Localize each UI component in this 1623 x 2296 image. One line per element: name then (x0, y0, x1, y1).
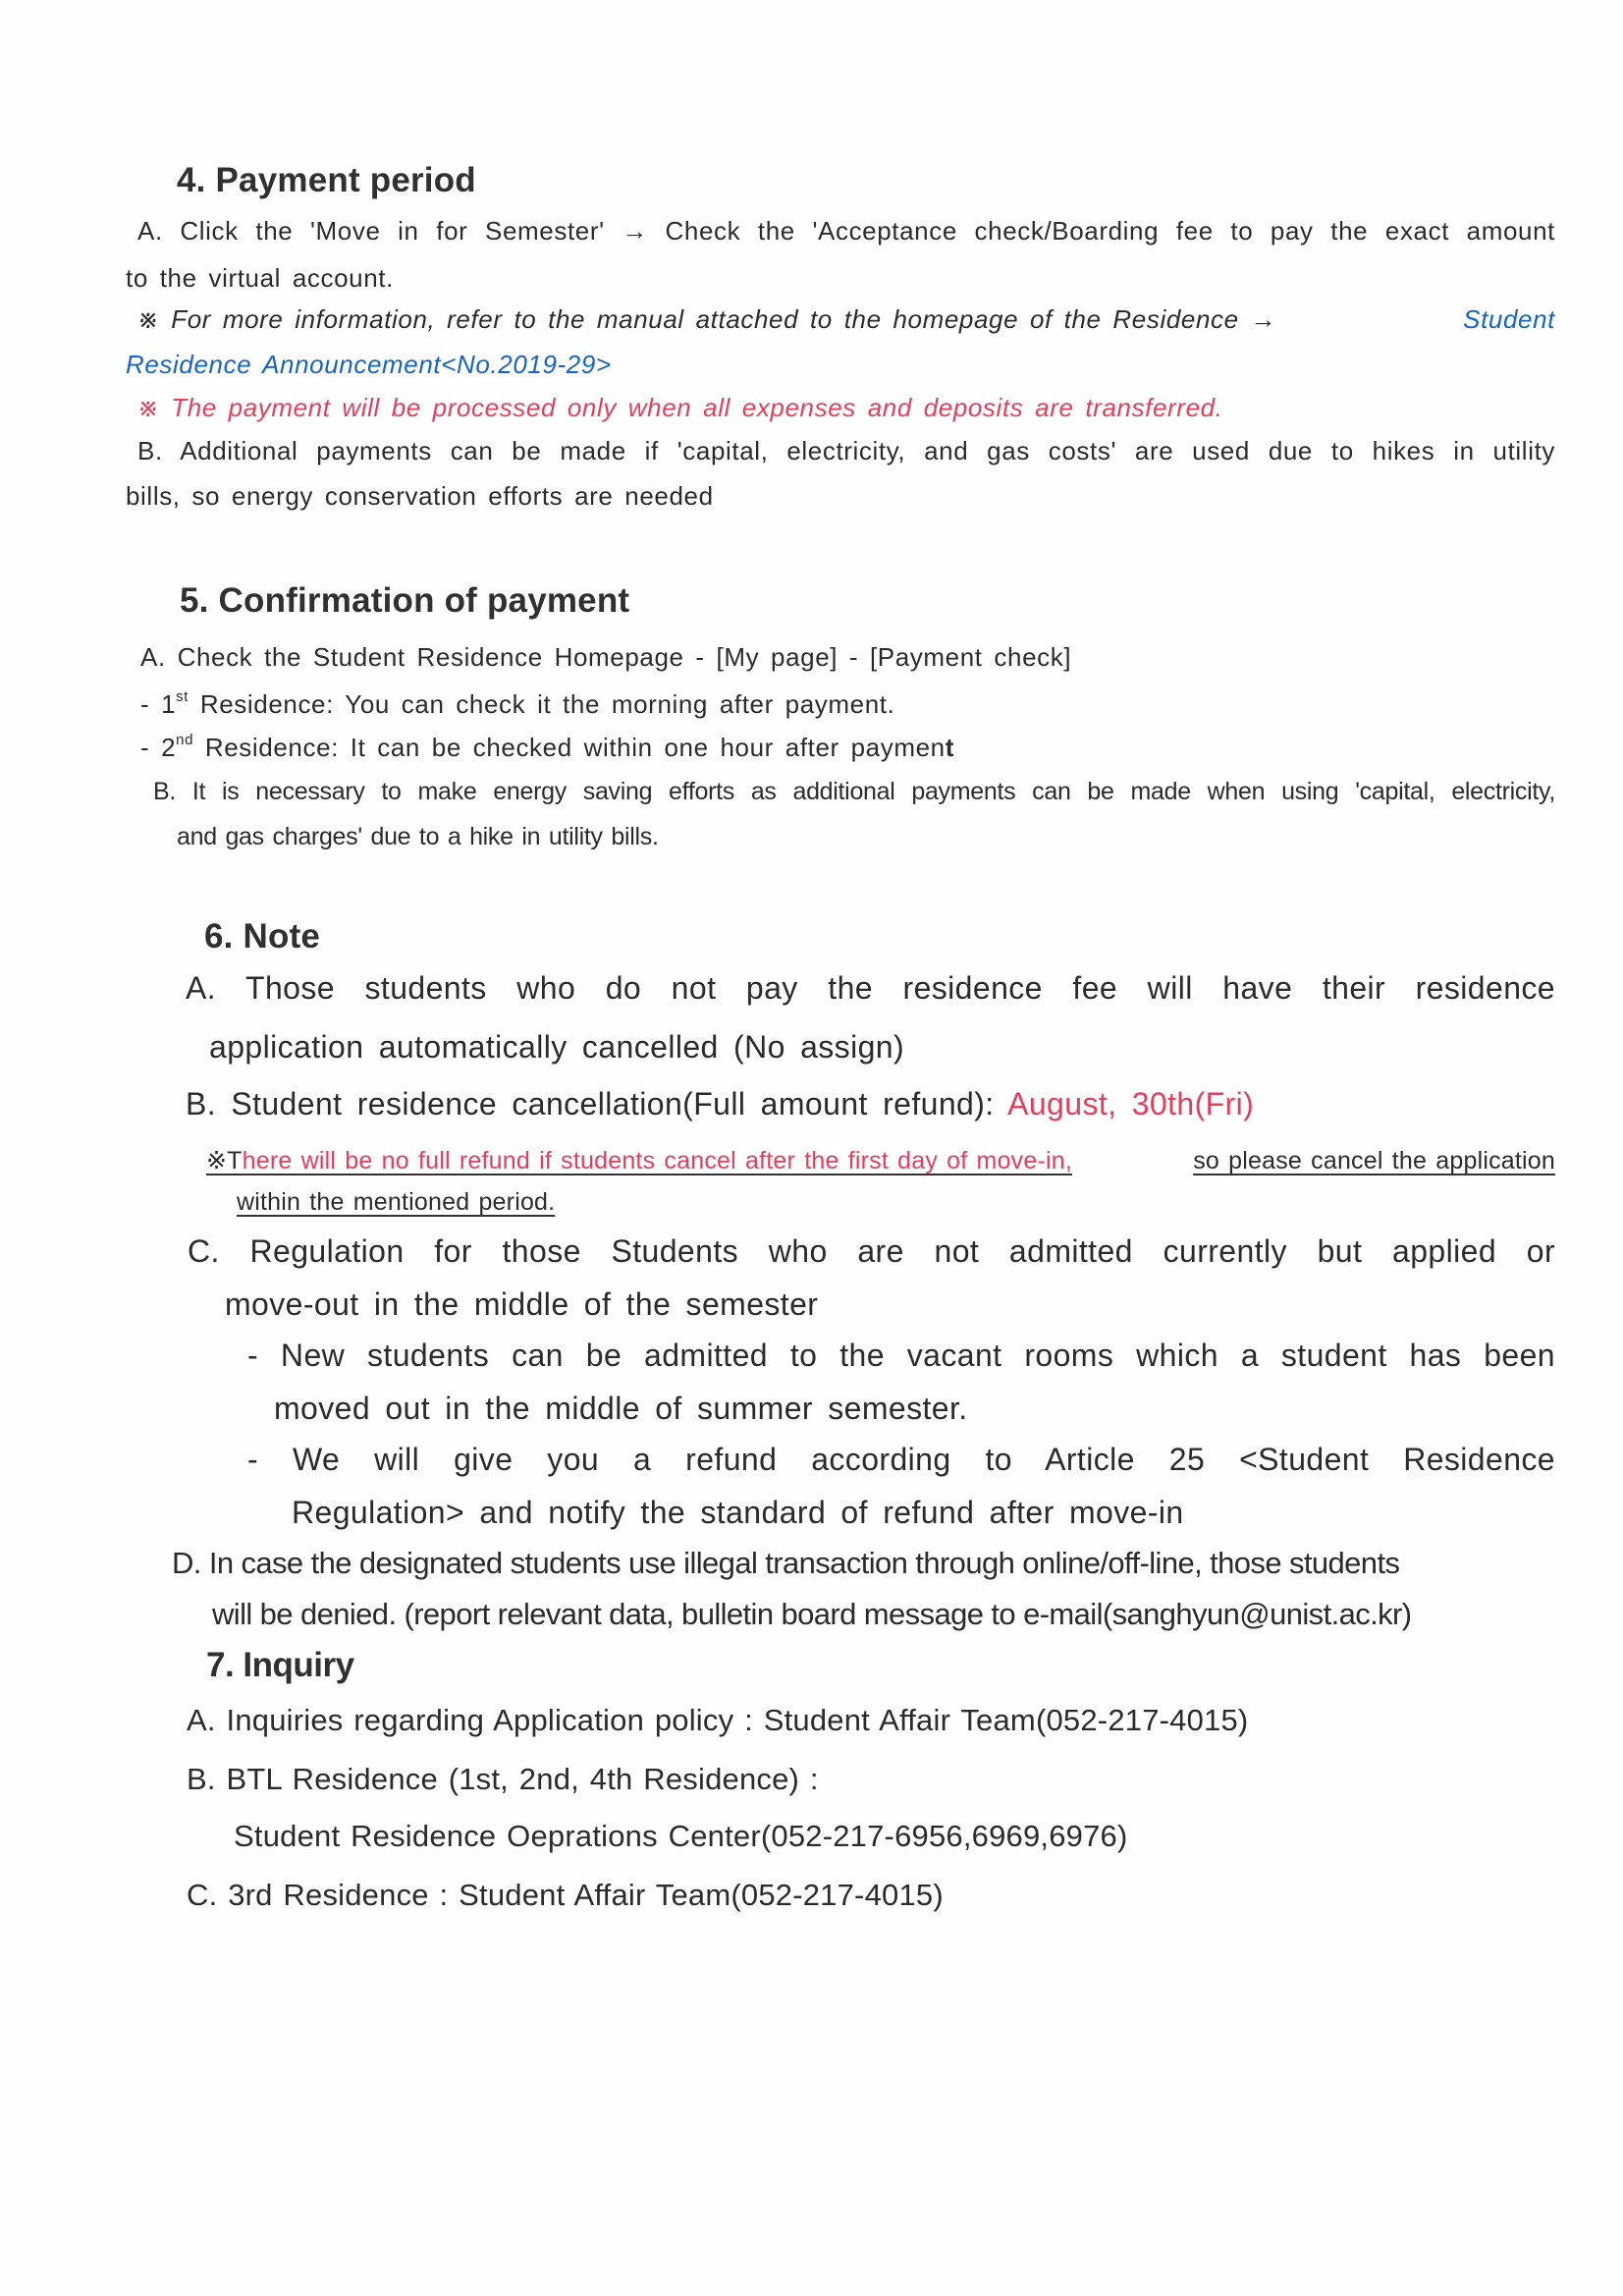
refund-warning-line1 (206, 1149, 1555, 1174)
note-item-c-line2: move-out in the middle of the semester (225, 1286, 819, 1322)
payment-period-item-b-line1: B. Additional payments can be made if 'capital, electricity, and gas costs' are used due to hikes in utility (137, 436, 1555, 465)
note-item-c-sub2-line1: - We will give you a refund according to Article 25 <Student Residence (247, 1442, 1555, 1477)
payment-period-item-b-line2: bills, so energy conservation efforts are needed (126, 481, 714, 511)
inquiry-item-b-line1: B. BTL Residence (1st, 2nd, 4th Residence) : (187, 1762, 819, 1796)
refund-warning-black-text: so please cancel the application (1193, 1147, 1555, 1175)
announcement-link-part1[interactable]: Student (1463, 304, 1555, 334)
note-item-a-line2: application automatically cancelled (No assign) (209, 1029, 905, 1065)
payment-period-note-manual (137, 306, 1555, 332)
inquiry-item-b-line2: Student Residence Oeprations Center(052-217-6956,6969,6976) (234, 1819, 1128, 1853)
cancellation-label: B. Student residence cancellation(Full amount refund): (186, 1086, 1008, 1121)
note-item-c-sub2-line2: Regulation> and notify the standard of refund after move-in (292, 1495, 1184, 1530)
note-item-a-line1: A. Those students who do not pay the residence fee will have their residence (186, 970, 1555, 1006)
inquiry-item-c: C. 3rd Residence : Student Affair Team(052-217-4015) (187, 1878, 944, 1912)
confirmation-item-a: A. Check the Student Residence Homepage - [My page] - [Payment check] (140, 642, 1072, 672)
section-heading-confirmation: 5. Confirmation of payment (180, 581, 630, 620)
section-heading-note: 6. Note (204, 917, 321, 956)
confirmation-residence-2 (140, 732, 954, 762)
report-email-text: will be denied. (report relevant data, bulletin board message to e-mail(sanghyun@unist.ac.kr) (212, 1597, 1412, 1631)
residence-2-number: - 2 (140, 733, 177, 762)
confirmation-residence-1 (140, 688, 895, 719)
payment-period-note-transfer: ※ The payment will be processed only when all expenses and deposits are transferred. (137, 393, 1223, 422)
inquiry-item-a: A. Inquiries regarding Application policy : Student Affair Team(052-217-4015) (187, 1703, 1249, 1737)
note-item-d-line1: D. In case the designated students use illegal transaction through online/off-line, those students (172, 1546, 1400, 1580)
confirmation-item-b-line2: and gas charges' due to a hike in utility bills. (177, 823, 659, 850)
cancellation-deadline-date: August, 30th(Fri) (1007, 1086, 1255, 1121)
refund-warning-mark: ※T (206, 1147, 243, 1175)
residence-1-text: Residence: You can check it the morning after payment. (189, 689, 895, 719)
note-item-c-line1: C. Regulation for those Students who are not admitted currently but applied or (188, 1233, 1555, 1269)
payment-period-item-a-line1: A. Click the 'Move in for Semester' → Check the 'Acceptance check/Boarding fee to pay the exact amount (137, 216, 1555, 246)
note-item-c-sub1-line2: moved out in the middle of summer semester. (274, 1391, 968, 1426)
residence-2-suffix: nd (176, 732, 194, 748)
note-item-c-sub1-line1: - New students can be admitted to the vacant rooms which a student has been (247, 1338, 1555, 1373)
refund-warning-line2: within the mentioned period. (237, 1188, 556, 1216)
note-item-d-line2 (212, 1599, 1412, 1629)
residence-2-text-tail: t (945, 733, 954, 762)
refund-warning-red-text: here will be no full refund if students cancel after the first day of move-in, (242, 1147, 1073, 1175)
residence-1-suffix: st (176, 688, 189, 705)
section-heading-inquiry: 7. Inquiry (206, 1646, 354, 1684)
residence-2-text: Residence: It can be checked within one hour after paymen (193, 733, 946, 762)
note-item-b (186, 1088, 1254, 1120)
payment-period-item-a-line2: to the virtual account. (126, 263, 394, 293)
confirmation-item-b-line1: B. It is necessary to make energy saving efforts as additional payments can be made when using 'capital, electricity, (153, 778, 1555, 805)
note-manual-text: ※ For more information, refer to the manual attached to the homepage of the Residence → (137, 304, 1277, 334)
residence-1-number: - 1 (140, 689, 177, 719)
announcement-link-part2[interactable]: Residence Announcement<No.2019-29> (126, 350, 612, 379)
section-heading-payment-period: 4. Payment period (177, 161, 476, 199)
